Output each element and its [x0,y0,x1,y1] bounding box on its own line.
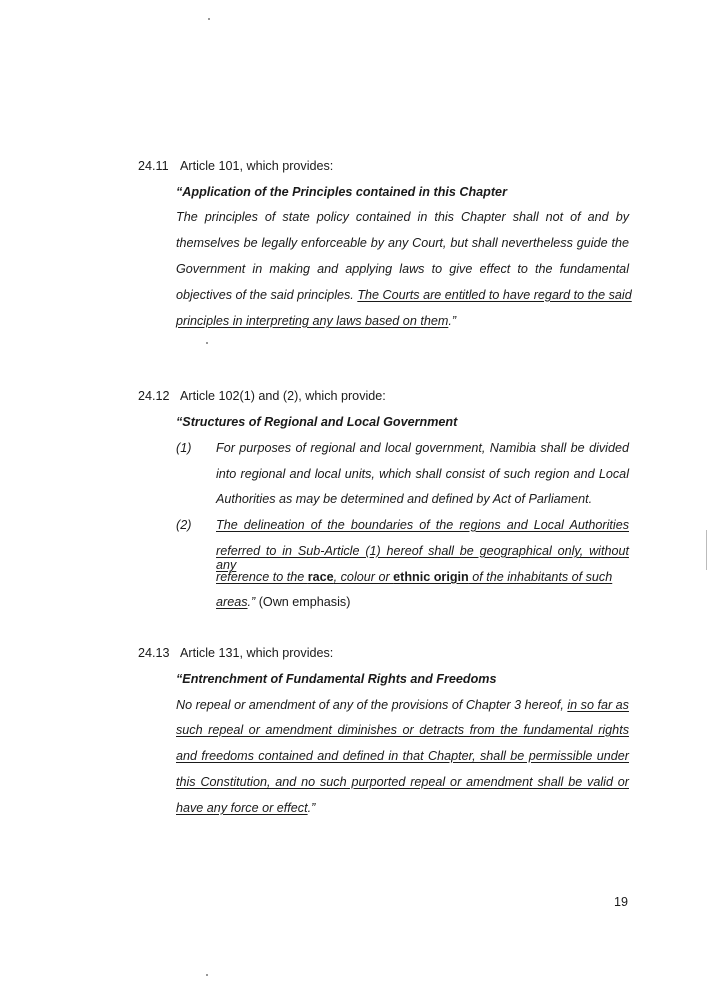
quote-title: “Entrenchment of Fundamental Rights and Freedoms [176,672,497,686]
section-intro: Article 101, which provides: [180,159,334,173]
emphasis-line: and freedoms contained and defined in that Chapter, shall be permissible under [176,749,629,763]
quote-line: The principles of state policy contained in this Chapter shall not of and by [176,210,629,224]
quote-line: into regional and local units, which shall consist of such region and Local [216,467,629,481]
section-intro: Article 131, which provides: [180,646,334,660]
emphasis-line: such repeal or amendment diminishes or detracts from the fundamental rights [176,723,629,737]
scan-speck [206,342,208,344]
section-number: 24.12 [138,389,170,403]
quote-close: .” [307,801,316,815]
emphasis-text: of the inhabitants of such [468,570,613,584]
emphasis-text: principles in interpreting any laws based on them [176,314,449,328]
sub-article-number: (1) [176,441,192,455]
scan-speck [206,974,208,976]
quote-title: “Application of the Principles contained in this Chapter [176,185,507,199]
bold-emphasis: race [307,570,334,584]
emphasis-line: The delineation of the boundaries of the regions and Local Authorities [216,518,629,532]
quote-line: For purposes of regional and local government, Namibia shall be divided [216,441,629,455]
quote-close: .” [247,595,256,609]
quote-line [176,314,629,328]
emphasis-text: reference to the [216,570,308,584]
emphasis-line: referred to in Sub-Article (1) hereof shall be geographical only, without any [216,544,629,572]
quote-line [176,288,632,302]
sub-article-number: (2) [176,518,192,532]
quote-line: Authorities as may be determined and defined by Act of Parliament. [216,492,593,506]
emphasis-text: The Courts are entitled to have regard to the said [357,288,632,302]
section-number: 24.13 [138,646,170,660]
quote-text: No repeal or amendment of any of the provisions of Chapter 3 hereof, [176,698,568,712]
emphasis-text: , colour or [333,570,394,584]
quote-line [176,801,629,815]
quote-title: “Structures of Regional and Local Government [176,415,458,429]
emphasis-text: in so far as [567,698,629,712]
emphasis-text: areas [216,595,248,609]
emphasis-note: (Own emphasis) [255,595,351,609]
emphasis-line [216,570,612,584]
section-number: 24.11 [138,159,169,173]
section-intro: Article 102(1) and (2), which provide: [180,389,386,403]
bold-emphasis: ethnic origin [393,570,469,584]
page-number: 19 [614,895,629,909]
scan-edge-mark [706,530,707,570]
quote-line [216,595,629,609]
quote-text: objectives of the said principles. [176,288,358,302]
quote-line [176,698,629,712]
scan-speck [208,18,210,20]
emphasis-text: have any force or effect [176,801,308,815]
quote-close: .” [448,314,457,328]
emphasis-line: this Constitution, and no such purported repeal or amendment shall be valid or [176,775,629,789]
quote-line: Government in making and applying laws to give effect to the fundamental [176,262,629,276]
quote-line: themselves be legally enforceable by any Court, but shall nevertheless guide the [176,236,629,250]
